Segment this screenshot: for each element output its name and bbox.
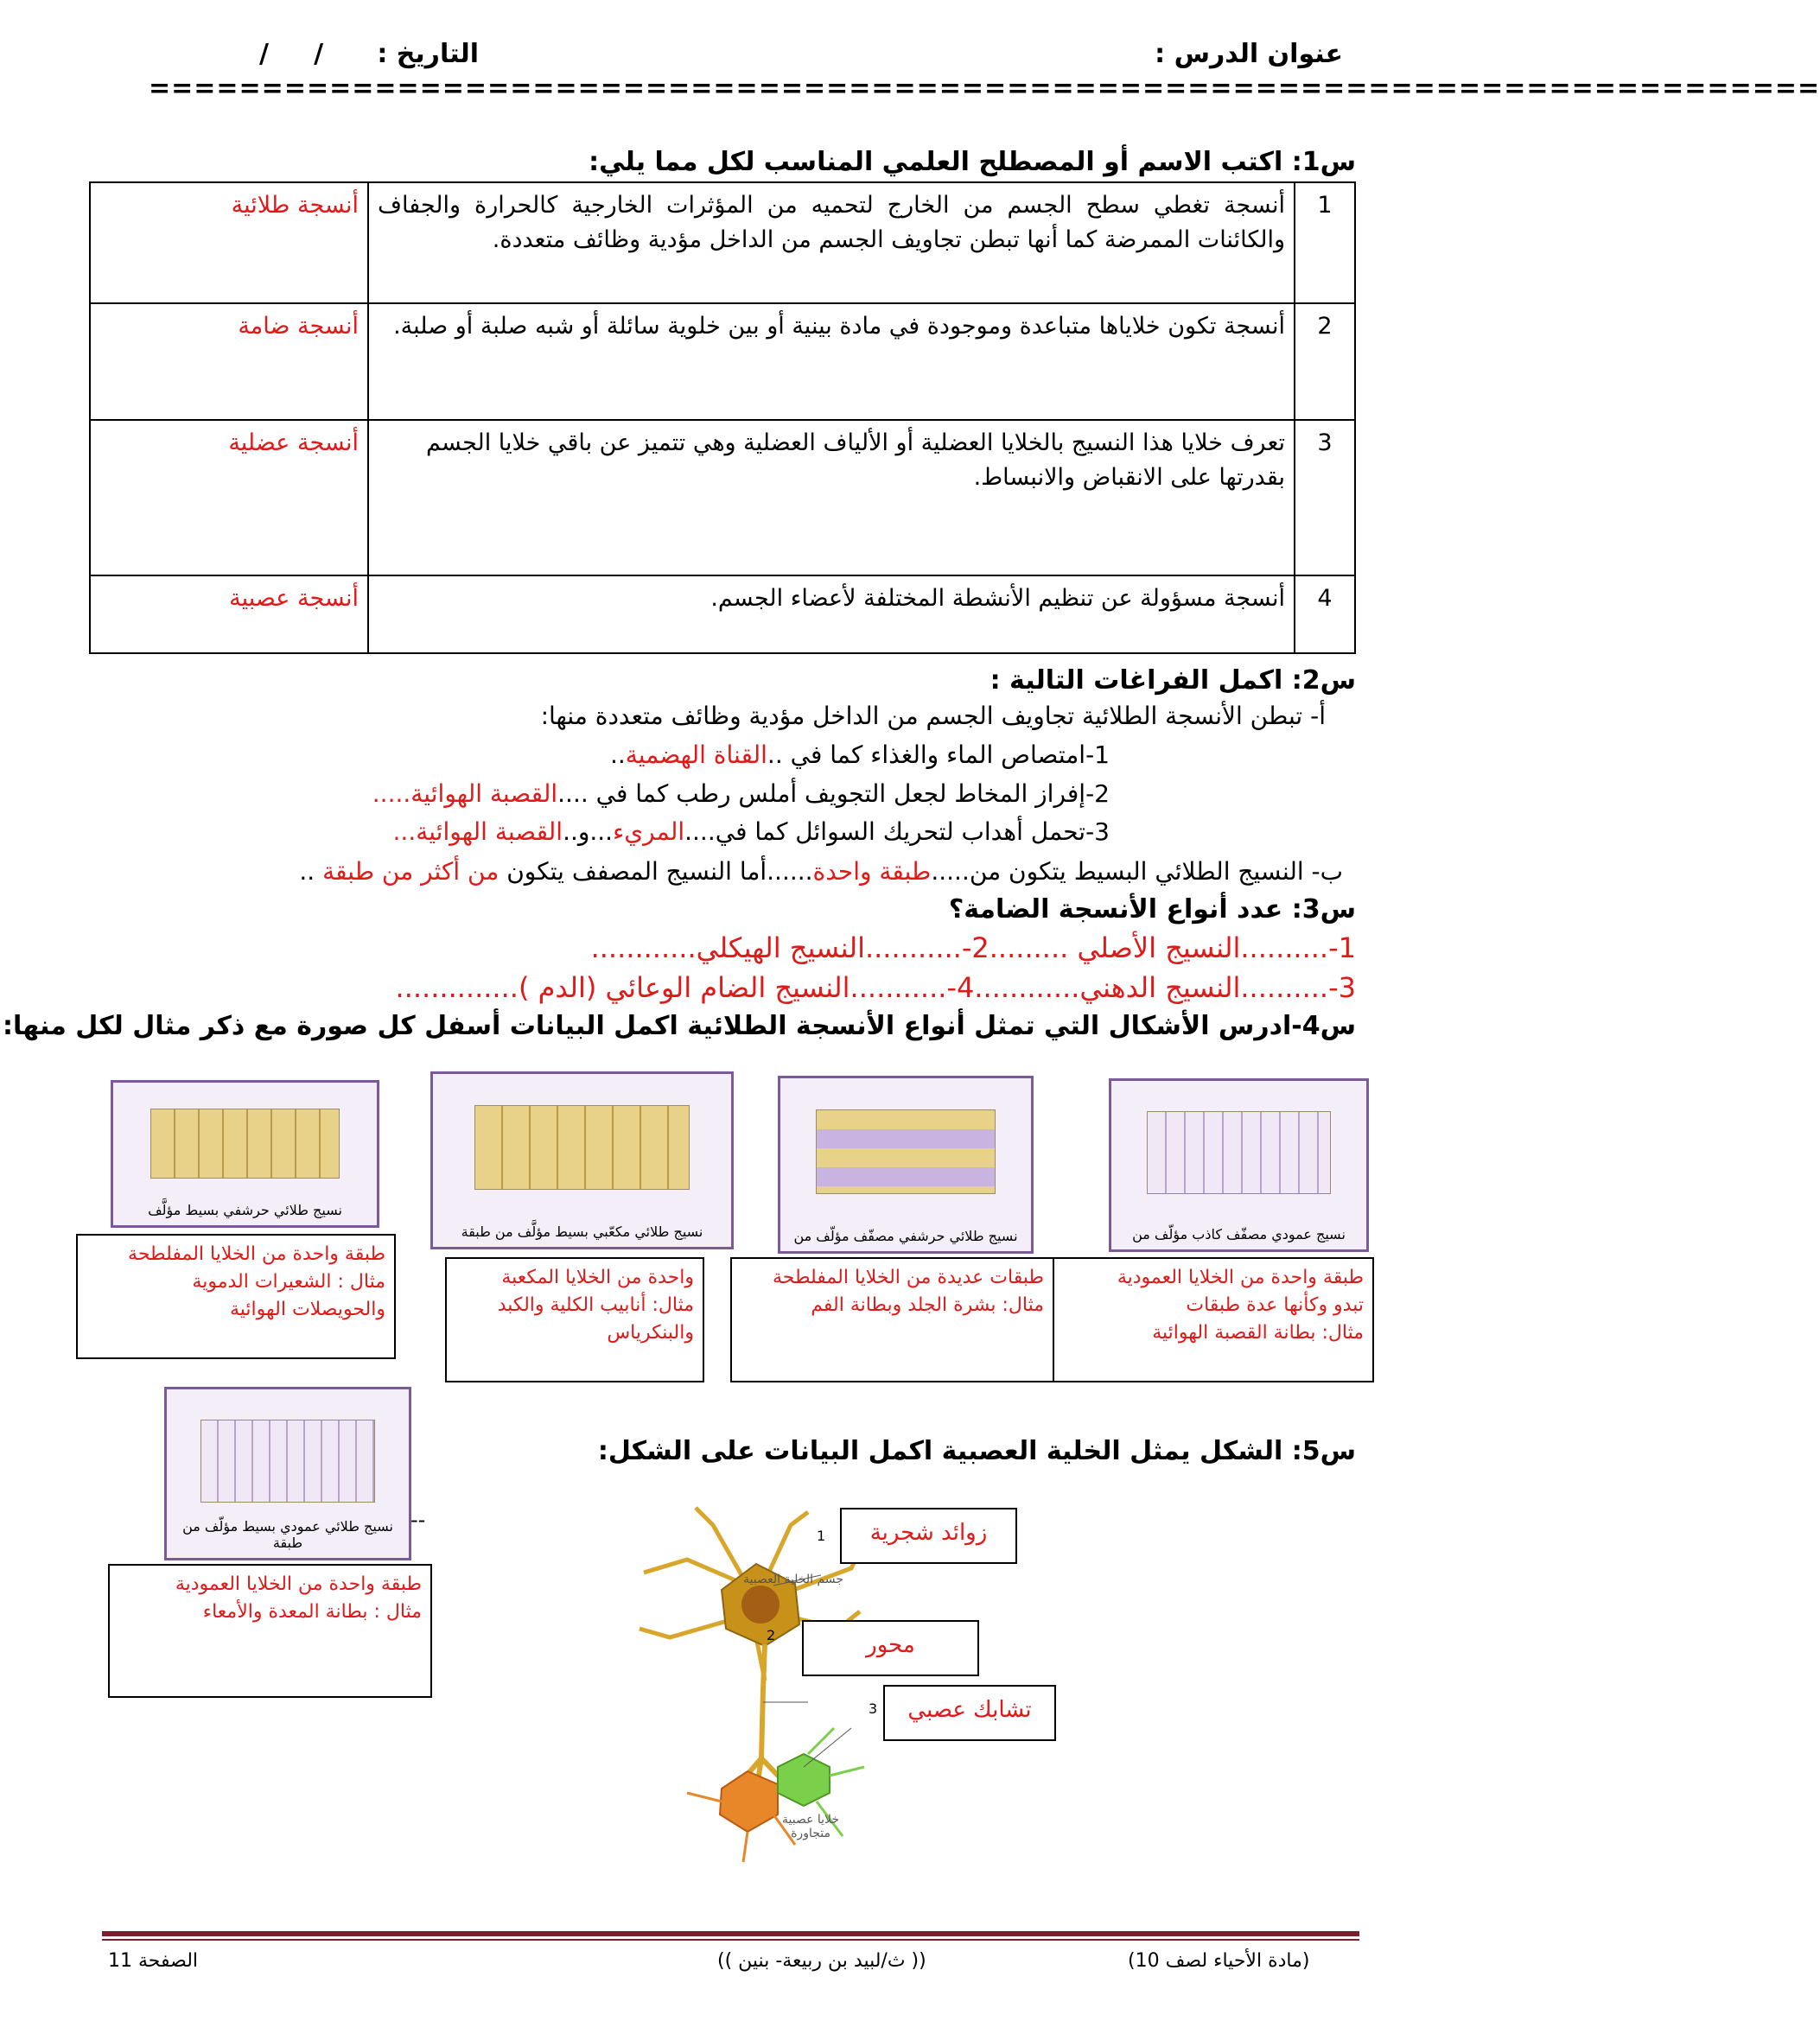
q2-b-answer2: من أكثر من طبقة — [322, 857, 500, 886]
tissue-picture-simple-squamous — [111, 1080, 379, 1228]
q2-item1-answer: القناة الهضمية — [625, 740, 767, 769]
answer-box — [730, 1257, 1054, 1382]
q2-item2-text: 2-إفراز المخاط لجعل التجويف أملس رطب كما في .... — [557, 779, 1110, 808]
picture-caption: نسيج طلائي حرشفي بسيط مؤلَّف — [148, 1202, 342, 1218]
row-answer: أنسجة طلائية — [90, 182, 368, 303]
row-definition: أنسجة تكون خلاياها متباعدة وموجودة في مادة بينية أو بين خلوية سائلة أو شبه صلبة أو صلبة. — [368, 303, 1295, 420]
answer-line: تبدو وكأنها عدة طبقات — [1186, 1294, 1364, 1316]
footer-school: (( ث/لبيد بن ربيعة- بنين )) — [717, 1950, 926, 1972]
picture-caption: نسيج طلائي عمودي بسيط مؤلّف من طبقة — [182, 1518, 393, 1551]
q2-item1-dots: .. — [609, 740, 626, 769]
row-definition: أنسجة تغطي سطح الجسم من الخارج لتحميه من المؤثرات الخارجية كالحرارة والجفاف والكائنات الممرضة كما أنها تبطن تجاويف الجسم من الداخل مؤدية وظائف متعددة. — [368, 182, 1295, 303]
q2-item3-mid: ...و.. — [563, 817, 614, 846]
label-dendrites: زوائد شجرية — [840, 1508, 1017, 1564]
table-row — [90, 575, 1355, 653]
answer-line: مثال: بطانة القصبة الهوائية — [1152, 1322, 1364, 1344]
label-number: 3 — [869, 1700, 878, 1717]
row-answer: أنسجة عصبية — [90, 575, 368, 653]
picture-caption: نسيج عمودي مصفّف كاذب مؤلّف من — [1132, 1226, 1346, 1242]
q2-intro: أ- تبطن الأنسجة الطلائية تجاويف الجسم من الداخل مؤدية وظائف متعددة منها: — [540, 702, 1326, 730]
q2-item3-dots: ... — [392, 817, 417, 846]
answer-line: طبقات عديدة من الخلايا المفلطحة — [772, 1267, 1044, 1288]
answer-line: طبقة واحدة من الخلايا المفلطحة — [128, 1243, 385, 1265]
tissue-picture-stratified-squamous — [778, 1076, 1034, 1254]
row-number: 3 — [1295, 420, 1355, 575]
q2-b-mid: ......أما النسيج المصفف يتكون — [499, 857, 813, 886]
lesson-title-label: عنوان الدرس : — [1155, 39, 1343, 69]
answer-box — [445, 1257, 704, 1382]
table-row — [90, 182, 1355, 303]
table-row — [90, 420, 1355, 575]
footer-rule-thick — [102, 1931, 1359, 1936]
q2-item3-answer1: المريء — [613, 817, 685, 846]
tissue-picture-simple-columnar — [164, 1387, 411, 1560]
q1-table — [89, 181, 1356, 654]
label-number: 1 — [817, 1528, 826, 1544]
cells-illustration — [200, 1420, 375, 1503]
tissue-picture-simple-cuboidal — [430, 1071, 734, 1249]
row-number: 4 — [1295, 575, 1355, 653]
caption-line: خلايا عصبية — [782, 1813, 840, 1827]
q2-b — [299, 857, 1343, 886]
picture-caption: نسيج طلائي حرشفي مصفّف مؤلّف من — [793, 1228, 1018, 1244]
answer-line: واحدة من الخلايا المكعبة — [501, 1267, 694, 1288]
caption-line: متجاورة — [791, 1827, 830, 1840]
q1-title: س1: اكتب الاسم أو المصطلح العلمي المناسب لكل مما يلي: — [589, 147, 1356, 177]
neighbor-cell-green — [778, 1754, 830, 1806]
header-separator: ========================================================================== — [149, 73, 1820, 104]
answer-box — [108, 1564, 432, 1698]
row-number: 1 — [1295, 182, 1355, 303]
q2-item2 — [372, 779, 1110, 808]
q2-item2-answer: القصبة الهوائية — [410, 779, 558, 808]
cell-body-caption: جسم الخلية العصبية — [743, 1573, 843, 1586]
answer-line: مثال : بطانة المعدة والأمعاء — [202, 1601, 422, 1623]
q2-item1 — [610, 740, 1110, 769]
q2-item1-text: 1-امتصاص الماء والغذاء كما في .. — [767, 740, 1110, 769]
footer-rule-thin — [102, 1939, 1359, 1941]
answer-line: والبنكرياس — [607, 1322, 694, 1344]
answer-box — [76, 1234, 396, 1359]
q2-b-dots: .. — [299, 857, 323, 886]
dashes: -- — [410, 1508, 426, 1532]
answer-line: والحويصلات الهوائية — [229, 1299, 385, 1320]
q2-b-answer1: طبقة واحدة — [812, 857, 932, 886]
tissue-picture-pseudostratified-columnar — [1109, 1078, 1369, 1252]
neighbor-cell-orange — [720, 1771, 778, 1832]
row-definition: أنسجة مسؤولة عن تنظيم الأنشطة المختلفة لأعضاء الجسم. — [368, 575, 1295, 653]
q3-line2: 3-..........النسيج الدهني............4-...........النسيج الضام الوعائي (الدم ).............. — [395, 971, 1356, 1004]
footer-subject: (مادة الأحياء لصف 10) — [1128, 1950, 1310, 1972]
row-definition — [368, 420, 1295, 575]
date-slashes: / / — [259, 39, 324, 69]
row-definition-line2: بقدرتها على الانقباض والانبساط. — [973, 464, 1285, 491]
q2-item3 — [393, 817, 1110, 846]
cells-illustration — [150, 1109, 340, 1179]
answer-line: مثال : الشعيرات الدموية — [192, 1271, 385, 1293]
row-number: 2 — [1295, 303, 1355, 420]
cells-illustration — [816, 1109, 996, 1194]
q3-line1: 1-..........النسيج الأصلي .........2-...........النسيج الهيكلي............ — [590, 931, 1356, 964]
q2-item2-dots: ..... — [372, 779, 411, 808]
neighbor-cells-caption — [782, 1813, 839, 1840]
answer-box — [1053, 1257, 1374, 1382]
q2-item3-answer2: القصبة الهوائية — [416, 817, 563, 846]
q2-title: س2: اكمل الفراغات التالية : — [990, 665, 1356, 696]
label-synapse: تشابك عصبي — [883, 1685, 1056, 1741]
row-definition-line1: تعرف خلايا هذا النسيج بالخلايا العضلية أو الألياف العضلية وهي تتميز عن باقي خلايا الجسم — [426, 429, 1285, 456]
q2-b-text: ب- النسيج الطلائي البسيط يتكون من..... — [931, 857, 1343, 886]
q2-item3-text: 3-تحمل أهداب لتحريك السوائل كما في.... — [684, 817, 1110, 846]
label-axon: محور — [802, 1620, 979, 1676]
picture-caption: نسيج طلائي مكعّبي بسيط مؤلَّف من طبقة — [461, 1223, 703, 1240]
answer-line: طبقة واحدة من الخلايا العمودية — [175, 1573, 422, 1595]
nucleus — [741, 1586, 780, 1624]
cells-illustration — [1147, 1111, 1330, 1194]
answer-line: طبقة واحدة من الخلايا العمودية — [1117, 1267, 1364, 1288]
label-number: 2 — [767, 1627, 776, 1643]
cells-illustration — [474, 1105, 689, 1190]
date-label: التاريخ : — [377, 39, 479, 69]
q4-title: س4-ادرس الأشكال التي تمثل أنواع الأنسجة الطلائية اكمل البيانات أسفل كل صورة مع ذكر مثال لكل منها: — [2, 1011, 1356, 1041]
q3-title: س3: عدد أنواع الأنسجة الضامة؟ — [948, 894, 1356, 925]
footer-page-number: الصفحة 11 — [108, 1950, 199, 1972]
q5-title: س5: الشكل يمثل الخلية العصبية اكمل البيانات على الشكل: — [597, 1436, 1356, 1466]
row-answer: أنسجة ضامة — [90, 303, 368, 420]
row-answer: أنسجة عضلية — [90, 420, 368, 575]
answer-line: مثال: أنابيب الكلية والكبد — [497, 1294, 694, 1316]
answer-line: مثال: بشرة الجلد وبطانة الفم — [811, 1294, 1044, 1316]
table-row — [90, 303, 1355, 420]
